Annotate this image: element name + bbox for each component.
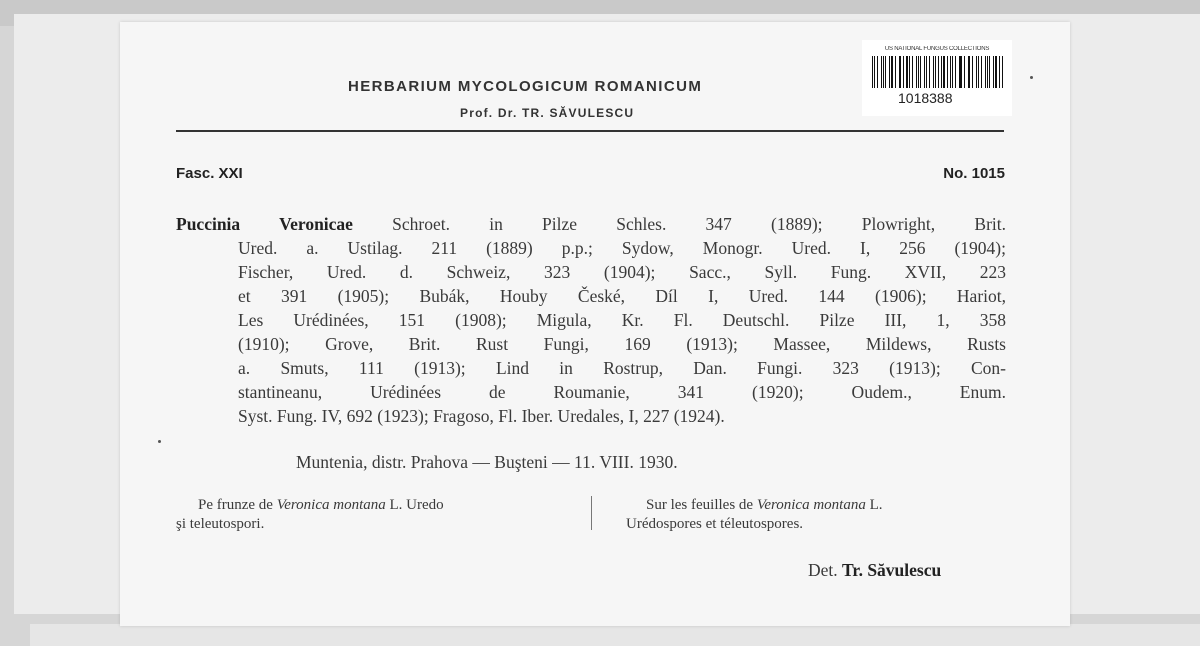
barcode-bar <box>999 56 1000 88</box>
collection-locality: Muntenia, distr. Prahova — Buşteni — 11. VIII. 1930. <box>296 452 678 472</box>
citation-line: a. Smuts, 111 (1913); Lind in Rostrup, Dan. Fungi. 323 (1913); Con- <box>238 358 1006 378</box>
barcode-bar <box>929 56 930 88</box>
barcode-bar <box>995 56 997 88</box>
barcode-bar <box>900 56 901 88</box>
barcode-bar <box>985 56 986 88</box>
barcode-number: 1018388 <box>898 90 953 106</box>
barcode-bar <box>912 56 913 88</box>
barcode-bar <box>1002 56 1003 88</box>
host-name: Veronica montana <box>756 497 866 513</box>
barcode-bar <box>916 56 917 88</box>
barcode-label <box>862 40 1012 116</box>
barcode-bar <box>881 56 882 88</box>
barcode-bar <box>978 56 979 88</box>
barcode-bar <box>952 56 953 88</box>
barcode-bar <box>874 56 875 88</box>
citation-line: Fischer, Ured. d. Schweiz, 323 (1904); Sacc., Syll. Fung. XVII, 223 <box>238 262 1006 282</box>
barcode-bar <box>950 56 951 88</box>
barcode-bar <box>883 56 884 88</box>
host-note-romanian: Pe frunze de Veronica montana L. Uredo şi teleutospori. <box>176 497 444 532</box>
citation-line: Les Urédinées, 151 (1908); Migula, Kr. Fl. Deutschl. Pilze III, 1, 358 <box>238 310 1006 330</box>
paper-speck <box>158 440 161 443</box>
paper-speck <box>1030 76 1033 79</box>
barcode-bar <box>960 56 962 88</box>
citation-line: stantineanu, Urédinées de Roumanie, 341 (1920); Oudem., Enum. <box>238 382 1006 402</box>
citation-line: (1910); Grove, Brit. Rust Fungi, 169 (1913); Massee, Mildews, Rusts <box>238 334 1006 354</box>
barcode-caption: US NATIONAL FUNGUS COLLECTIONS <box>884 46 990 52</box>
barcode-bar <box>938 56 939 88</box>
herbarium-director: Prof. Dr. TR. SĂVULESCU <box>460 106 635 120</box>
barcode-bar <box>947 56 948 88</box>
determiner: Det. Tr. Săvulescu <box>808 560 942 580</box>
host-name: Veronica montana <box>276 497 386 513</box>
barcode-bar <box>895 56 896 88</box>
barcode-bar <box>920 56 921 88</box>
barcode-bar <box>955 56 956 88</box>
barcode-bar <box>969 56 970 88</box>
taxonomic-citation <box>176 212 1006 428</box>
citation-line: Syst. Fung. IV, 692 (1923); Fragoso, Fl. Iber. Uredales, I, 227 (1924). <box>238 406 725 426</box>
barcode-bar <box>926 56 927 88</box>
barcode-bar <box>918 56 919 88</box>
barcode-bar <box>989 56 990 88</box>
barcode-bar <box>924 56 926 88</box>
host-note-french: Sur les feuilles de Veronica montana L. Urédospores et téleutospores. <box>626 497 883 532</box>
barcode-bar <box>964 56 965 88</box>
barcode-bar <box>987 56 988 88</box>
barcode-bar <box>941 56 942 88</box>
barcode-bar <box>968 56 969 88</box>
barcode-bar <box>885 56 886 88</box>
species-name: Puccinia Veronicae <box>176 214 353 234</box>
specimen-number: No. 1015 <box>943 165 1005 182</box>
herbarium-title: HERBARIUM MYCOLOGICUM ROMANICUM <box>348 78 703 95</box>
header-rule <box>176 130 1004 132</box>
barcode-bar <box>906 56 908 88</box>
citation-line: Puccinia Veronicae Schroet. in Pilze Schles. 347 (1889); Plowright, Brit. <box>176 214 1006 234</box>
determiner-name: Tr. Săvulescu <box>842 560 942 580</box>
citation-line: Ured. a. Ustilag. 211 (1889) p.p.; Sydow, Monogr. Ured. I, 256 (1904); <box>238 238 1006 258</box>
citation-line: et 391 (1905); Bubák, Houby České, Díl I, Ured. 144 (1906); Hariot, <box>238 286 1006 306</box>
barcode-bar <box>872 56 873 88</box>
barcode-icon <box>872 56 1004 88</box>
barcode-bar <box>976 56 977 88</box>
barcode-bar <box>981 56 983 88</box>
barcode-bar <box>899 56 900 88</box>
barcode-bar <box>891 56 893 88</box>
barcode-bar <box>972 56 973 88</box>
lower-sheet-edge <box>30 624 1200 646</box>
barcode-bar <box>959 56 960 88</box>
barcode-bar <box>877 56 879 88</box>
barcode-bar <box>935 56 936 88</box>
fascicle-label: Fasc. XXI <box>176 165 243 182</box>
barcode-bar <box>889 56 890 88</box>
barcode-bar <box>933 56 934 88</box>
barcode-bar <box>993 56 994 88</box>
barcode-bar <box>909 56 910 88</box>
column-divider <box>591 496 592 530</box>
barcode-bar <box>903 56 904 88</box>
barcode-bar <box>943 56 945 88</box>
